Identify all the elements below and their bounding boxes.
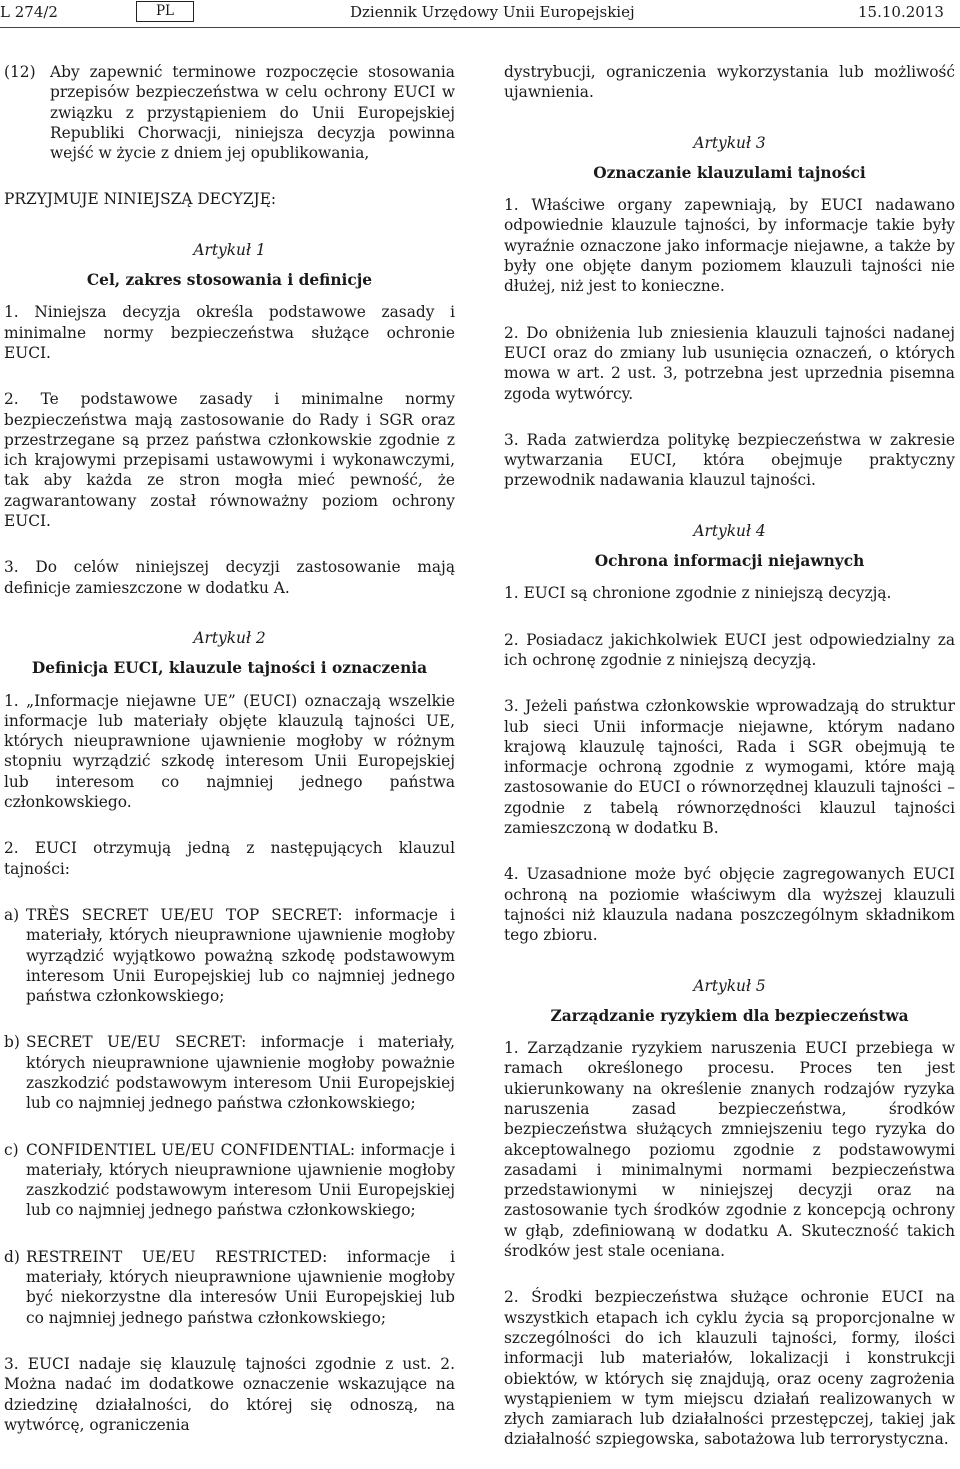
article-3-para-3: 3. Rada zatwierdza politykę bezpieczeństwa w zakresie wytwarzania EUCI, która obejmuje praktyczny przewodnik nadawania klauzul tajności. bbox=[504, 430, 955, 490]
continued-text: dystrybucji, ograniczenia wykorzystania lub możliwość ujawnienia. bbox=[504, 63, 955, 102]
list-item-label: d) bbox=[4, 1247, 20, 1266]
list-item bbox=[4, 905, 455, 1006]
page-reference: L 274/2 bbox=[0, 3, 58, 21]
article-4-label: Artykuł 4 bbox=[693, 521, 766, 540]
list-item-text: CONFIDENTIEL UE/EU CONFIDENTIAL: informacje i materiały, których nieuprawnione ujawnienie mogłoby zaszkodzić podstawowym interesom Unii Europejskiej lub co najmniej jednego państwa członkowskiego; bbox=[26, 1140, 455, 1220]
article-1-para-3: 3. Do celów niniejszej decyzji zastosowanie mają definicje zamieszczone w dodatku A. bbox=[4, 558, 455, 597]
list-item-label: a) bbox=[4, 905, 20, 924]
right-column bbox=[504, 62, 955, 1469]
article-1-label: Artykuł 1 bbox=[193, 240, 266, 259]
list-item-text: SECRET UE/EU SECRET: informacje i materiały, których nieuprawnione ujawnienie mogłoby poważnie zaszkodzić podstawowym interesom Unii Europejskiej lub co najmniej jednego państwa członkowskiego; bbox=[26, 1033, 455, 1113]
article-3-label: Artykuł 3 bbox=[693, 133, 766, 152]
article-5-title: Zarządzanie ryzykiem dla bezpieczeństwa bbox=[550, 1006, 909, 1025]
article-1-title: Cel, zakres stosowania i definicje bbox=[86, 271, 373, 290]
list-item bbox=[4, 1247, 455, 1328]
article-3-para-2: 2. Do obniżenia lub zniesienia klauzuli tajności nadanej EUCI oraz do zmiany lub usunięcia oznaczeń, o których mowa w art. 2 ust. 3, potrzebna jest uprzednia pisemna zgoda wytwórcy. bbox=[504, 323, 955, 403]
publication-date: 15.10.2013 bbox=[858, 3, 944, 21]
article-3-para-1: 1. Właściwe organy zapewniają, by EUCI nadawano odpowiednie klauzule tajności, by informacje takie były wyraźnie oznaczone jako informacje niejawne, a także by były one objęte danym poziomem klauzuli tajności nie dłużej, niż jest to konieczne. bbox=[504, 196, 955, 296]
article-2-para-3: 3. EUCI nadaje się klauzulę tajności zgodnie z ust. 2. Można nadać im dodatkowe oznaczenie wskazujące na dziedzinę działalności, do której się odnoszą, na wytwórcę, ograniczenia bbox=[4, 1354, 455, 1434]
article-4-para-2: 2. Posiadacz jakichkolwiek EUCI jest odpowiedzialny za ich ochronę zgodnie z niniejszą decyzją. bbox=[504, 630, 955, 669]
article-2-label: Artykuł 2 bbox=[193, 628, 266, 647]
article-4-title: Ochrona informacji niejawnych bbox=[594, 552, 865, 571]
article-5-para-2: 2. Środki bezpieczeństwa służące ochronie EUCI na wszystkich etapach ich cyklu życia są proporcjonalne w szczególności do ich klauzuli tajności, formy, ilości informacji lub materiałów, lokalizacji i konstrukcji obiektów, w których się znajdują, oraz oceny zagrożenia wystąpieniem w tym miejscu działań realizowanych w złych zamiarach lub działalności przestępczej, takiej jak działalność szpiegowska, sabotażowa lub terrorystyczna. bbox=[504, 1288, 955, 1449]
list-item-text: TRÈS SECRET UE/EU TOP SECRET: informacje i materiały, których nieuprawnione ujawnienie mogłoby wyrządzić wyjątkowo poważną szkodę podstawowym interesom Unii Europejskiej lub co najmniej jednego państwa członkowskiego; bbox=[26, 905, 455, 1006]
article-5-para-1: 1. Zarządzanie ryzykiem naruszenia EUCI przebiega w ramach określonego procesu. Proces ten jest ukierunkowany na określenie znanych rodzajów ryzyka naruszenia zasad bezpieczeństwa, środków bezpieczeństwa służących zmniejszeniu tego ryzyka do akceptowalnego poziomu zgodnie z podstawowymi zasadami i minimalnymi normami bezpieczeństwa przedstawionymi w niniejszej decyzji oraz na zastosowanie tych środków zgodnie z koncepcją ochrony w głąb, zdefiniowaną w dodatku A. Skuteczność takich środków jest stale oceniana. bbox=[504, 1039, 955, 1261]
left-column bbox=[4, 62, 455, 1454]
header-rule bbox=[0, 27, 960, 28]
list-item-text: RESTREINT UE/EU RESTRICTED: informacje i materiały, których nieuprawnione ujawnienie mogłoby być niekorzystne dla interesów Unii Europejskiej lub co najmniej jednego państwa członkowskiego; bbox=[26, 1247, 455, 1327]
article-4-para-3: 3. Jeżeli państwa członkowskie wprowadzają do struktur lub sieci Unii informacje niejawne, którym nadano krajową klauzulę tajności, Rada i SGR obejmują te informacje ochroną zgodnie z wymogami, które mają zastosowanie do EUCI o równorzędnej klauzuli tajności – zgodnie z tabelą równorzędności klauzul tajności zamieszczoną w dodatku B. bbox=[504, 697, 955, 838]
article-1-para-1: 1. Niniejsza decyzja określa podstawowe zasady i minimalne normy bezpieczeństwa służące ochronie EUCI. bbox=[4, 303, 455, 362]
article-2-para-2: 2. EUCI otrzymują jedną z następujących klauzul tajności: bbox=[4, 839, 455, 878]
page-header bbox=[0, 0, 960, 28]
article-2-title: Definicja EUCI, klauzule tajności i oznaczenia bbox=[31, 659, 428, 678]
article-1-para-2: 2. Te podstawowe zasady i minimalne normy bezpieczeństwa mają zastosowanie do Rady i SGR oraz przestrzegane są przez państwa członkowskie zgodnie z ich krajowymi przepisami ustawowymi i wykonawczymi, tak aby każda ze stron mogła mieć pewność, że zagwarantowany został równoważny poziom ochrony EUCI. bbox=[4, 390, 455, 531]
list-item-label: b) bbox=[4, 1033, 20, 1052]
article-4-para-4: 4. Uzasadnione może być objęcie zagregowanych EUCI ochroną na poziomie właściwym dla wyższej klauzuli tajności niż klauzula nadana poszczególnym składnikom tego zbioru. bbox=[504, 865, 955, 945]
recital-number: (12) bbox=[4, 63, 36, 81]
article-2-para-1: 1. „Informacje niejawne UE” (EUCI) oznaczają wszelkie informacje lub materiały objęte klauzulą tajności UE, których nieuprawnione ujawnienie mogłoby w różnym stopniu wyrządzić szkodę interesom Unii Europejskiej lub interesom co najmniej jednego państwa członkowskiego. bbox=[4, 691, 455, 812]
list-item bbox=[4, 1032, 455, 1113]
list-item-label: c) bbox=[4, 1140, 19, 1159]
article-5-label: Artykuł 5 bbox=[693, 976, 766, 995]
language-badge: PL bbox=[136, 1, 194, 22]
recital-12 bbox=[4, 62, 455, 163]
journal-title: Dziennik Urzędowy Unii Europejskiej bbox=[350, 3, 635, 21]
recital-text: Aby zapewnić terminowe rozpoczęcie stosowania przepisów bezpieczeństwa w celu ochrony EUCI w związku z przystąpieniem do Unii Europejskiej Republiki Chorwacji, niniejsza decyzja powinna wejść w życie z dniem jej opublikowania, bbox=[50, 63, 455, 163]
article-4-para-1: 1. EUCI są chronione zgodnie z niniejszą decyzją. bbox=[504, 584, 892, 603]
article-3-title: Oznaczanie klauzulami tajności bbox=[593, 163, 866, 182]
list-item bbox=[4, 1140, 455, 1221]
adoption-formula: PRZYJMUJE NINIEJSZĄ DECYZJĘ: bbox=[4, 190, 277, 209]
